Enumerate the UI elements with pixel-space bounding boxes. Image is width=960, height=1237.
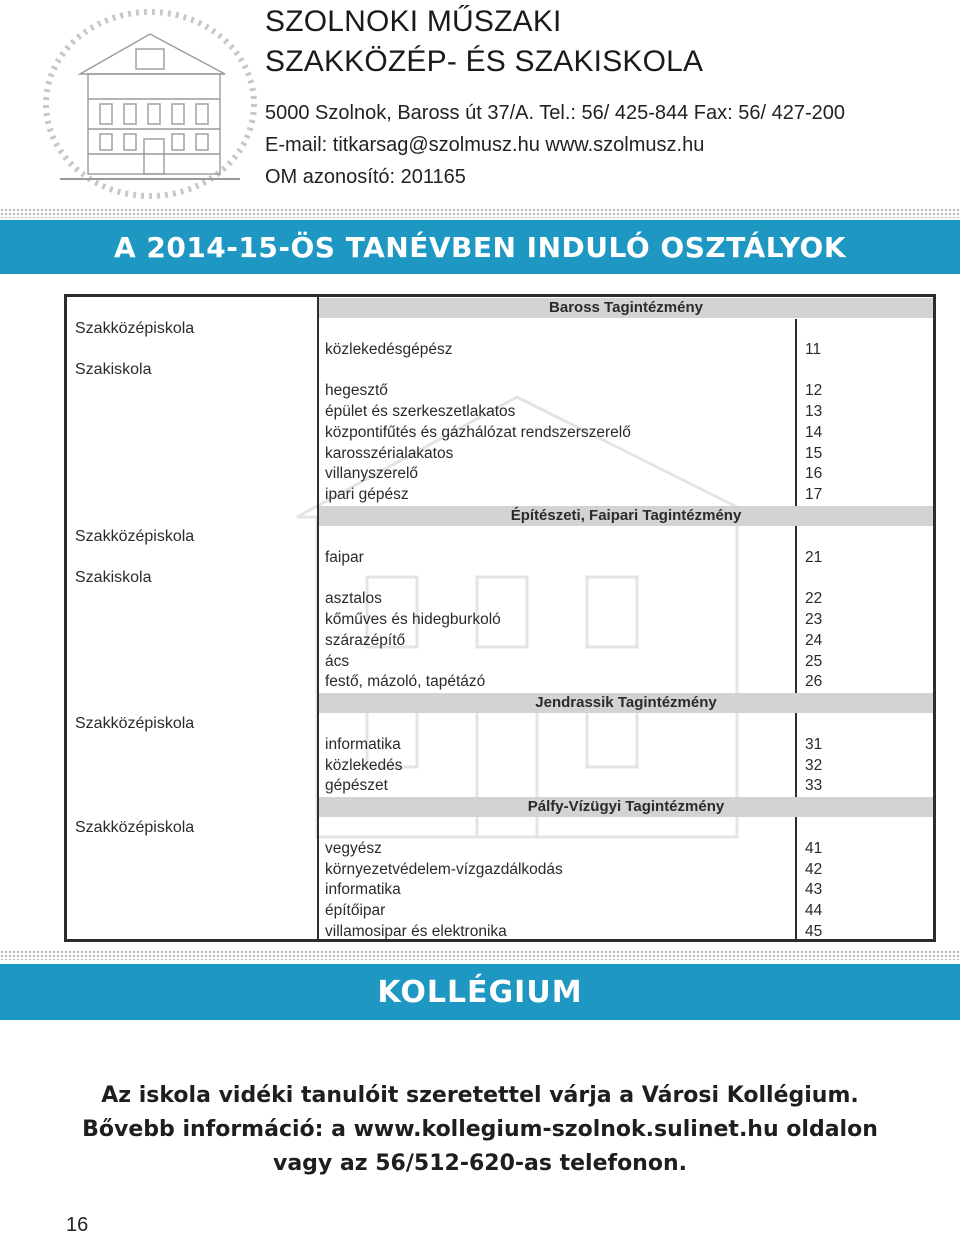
institution-header: Építészeti, Faipari Tagintézmény — [319, 506, 933, 526]
program-name: környezetvédelem-vízgazdálkodás — [325, 860, 563, 878]
program-name: központifűtés és gázhálózat rendszerszerelő — [325, 423, 631, 441]
program-code: 21 — [805, 548, 823, 566]
program-code: 33 — [805, 777, 823, 795]
banner-dots-bottom — [0, 950, 960, 960]
school-type-label: Szakiskola — [75, 361, 152, 379]
program-name: épület és szerkeszetlakatos — [325, 403, 516, 420]
program-name: hegesztő — [325, 382, 388, 400]
program-code: 31 — [805, 735, 823, 753]
page-number: 16 — [66, 1214, 89, 1236]
program-code: 23 — [805, 611, 823, 628]
school-name-line1: SZOLNOKI MŰSZAKI — [265, 5, 562, 38]
program-code: 26 — [805, 673, 823, 691]
school-address: 5000 Szolnok, Baross út 37/A. Tel.: 56/ 425-844 Fax: 56/ 427-200 — [265, 102, 846, 124]
school-building-logo — [40, 4, 260, 204]
program-code: 44 — [805, 902, 823, 920]
program-code: 11 — [805, 340, 822, 358]
program-name: informatika — [325, 735, 401, 753]
program-code: 14 — [805, 423, 823, 441]
school-type-label: Szakközépiskola — [75, 715, 195, 732]
kollegium-line1: Az iskola vidéki tanulóit szeretettel várja a Városi Kollégium. — [101, 1083, 859, 1108]
kollegium-line3: vagy az 56/512-620-as telefonon. — [273, 1151, 687, 1176]
school-type-label: Szakiskola — [75, 569, 152, 587]
program-code: 41 — [805, 839, 823, 857]
program-name: kőműves és hidegburkoló — [325, 611, 501, 628]
school-name-line2: SZAKKÖZÉP- ÉS SZAKISKOLA — [265, 45, 704, 78]
school-type-label: Szakközépiskola — [75, 527, 195, 545]
school-type-label: Szakközépiskola — [75, 819, 195, 836]
program-name: asztalos — [325, 590, 382, 608]
program-name: ipari gépész — [325, 486, 409, 504]
table-divider-left — [317, 297, 319, 939]
program-name: közlekedés — [325, 756, 403, 774]
program-name: informatika — [325, 881, 401, 899]
classes-table — [64, 294, 936, 942]
institution-header: Baross Tagintézmény — [319, 298, 933, 318]
program-code: 22 — [805, 590, 823, 608]
program-code: 25 — [805, 652, 823, 670]
institution-header: Jendrassik Tagintézmény — [319, 693, 933, 713]
table-divider-right — [795, 319, 797, 939]
program-code: 15 — [805, 444, 823, 462]
program-name: villanyszerelő — [325, 465, 419, 483]
program-name: építőipar — [325, 902, 386, 920]
program-name: ács — [325, 652, 350, 670]
program-name: faipar — [325, 548, 364, 566]
program-name: karosszérialakatos — [325, 444, 454, 462]
program-name: közlekedésgépész — [325, 340, 453, 358]
school-email-web: E-mail: titkarsag@szolmusz.hu www.szolmusz.hu — [265, 134, 705, 156]
program-code: 45 — [805, 923, 823, 940]
program-code: 24 — [805, 631, 823, 649]
institution-header: Pálfy-Vízügyi Tagintézmény — [319, 797, 933, 817]
program-code: 42 — [805, 860, 823, 878]
program-name: vegyész — [325, 839, 382, 857]
program-code: 13 — [805, 403, 823, 420]
program-code: 32 — [805, 756, 823, 774]
program-name: gépészet — [325, 777, 388, 795]
program-code: 16 — [805, 465, 823, 483]
banner-dots-top — [0, 208, 960, 218]
school-header — [265, 2, 845, 193]
program-code: 17 — [805, 486, 823, 504]
program-code: 12 — [805, 382, 823, 400]
school-type-label: Szakközépiskola — [75, 319, 195, 337]
program-name: villamosipar és elektronika — [325, 923, 507, 940]
title-banner: A 2014-15-ÖS TANÉVBEN INDULÓ OSZTÁLYOK — [0, 220, 960, 274]
program-code: 43 — [805, 881, 823, 899]
school-om-id: OM azonosító: 201165 — [265, 166, 466, 188]
program-name: szárazépítő — [325, 631, 406, 649]
kollegium-line2: Bővebb információ: a www.kollegium-szolnok.sulinet.hu oldalon — [82, 1117, 878, 1142]
program-name: festő, mázoló, tapétázó — [325, 673, 486, 691]
kollegium-banner: KOLLÉGIUM — [0, 964, 960, 1020]
